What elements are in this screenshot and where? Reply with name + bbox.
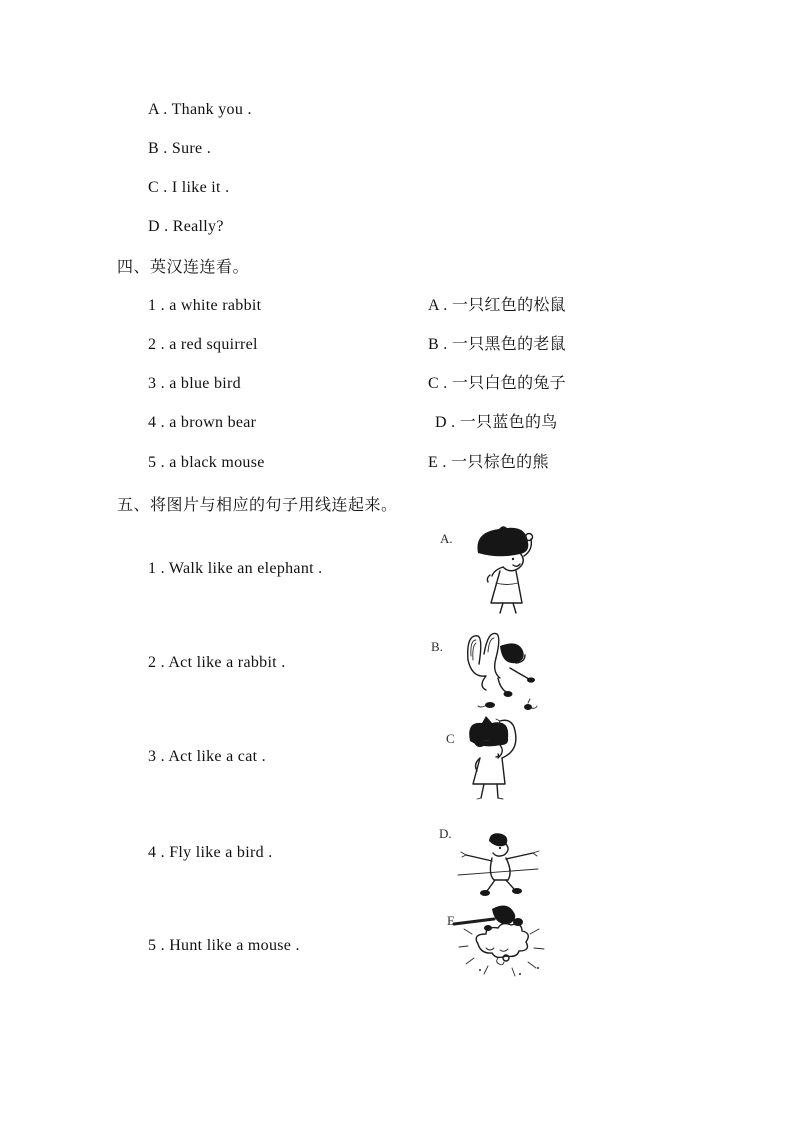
section-five-title: 五、将图片与相应的句子用线连起来。 — [117, 497, 398, 514]
option-b: B . Sure . — [148, 140, 211, 157]
picture-label-c: C — [446, 731, 455, 746]
option-a: A . Thank you . — [148, 101, 252, 118]
picture-b-girl-with-ears-and-mice-illustration — [452, 630, 547, 714]
picture-c-child-arm-over-head-illustration — [453, 714, 527, 802]
match-right-e: E . 一只棕色的熊 — [428, 454, 549, 471]
match-right-c: C . 一只白色的兔子 — [428, 375, 566, 392]
match-left-3: 3 . a blue bird — [148, 375, 241, 392]
option-c: C . I like it . — [148, 179, 230, 196]
sentence-4: 4 . Fly like a bird . — [148, 844, 273, 861]
match-left-5: 5 . a black mouse — [148, 454, 265, 471]
match-right-a: A . 一只红色的松鼠 — [428, 297, 566, 314]
picture-label-e: E. — [447, 913, 459, 928]
sentence-2: 2 . Act like a rabbit . — [148, 654, 286, 671]
option-d: D . Really? — [148, 218, 224, 235]
picture-a-child-hands-to-face-illustration — [466, 523, 538, 615]
picture-label-d: D. — [439, 826, 452, 841]
match-left-4: 4 . a brown bear — [148, 414, 257, 431]
match-left-2: 2 . a red squirrel — [148, 336, 258, 353]
picture-label-b: B. — [431, 639, 443, 654]
picture-d-child-arms-outstretched-illustration — [456, 830, 540, 900]
section-four-title: 四、英汉连连看。 — [117, 259, 250, 276]
picture-label-a: A. — [440, 531, 453, 546]
sentence-3: 3 . Act like a cat . — [148, 748, 266, 765]
match-right-b: B . 一只黑色的老鼠 — [428, 336, 566, 353]
match-right-d: D . 一只蓝色的鸟 — [435, 414, 558, 431]
sentence-5: 5 . Hunt like a mouse . — [148, 937, 300, 954]
match-left-1: 1 . a white rabbit — [148, 297, 262, 314]
picture-e-child-dust-cloud-illustration — [448, 898, 552, 980]
sentence-1: 1 . Walk like an elephant . — [148, 560, 323, 577]
